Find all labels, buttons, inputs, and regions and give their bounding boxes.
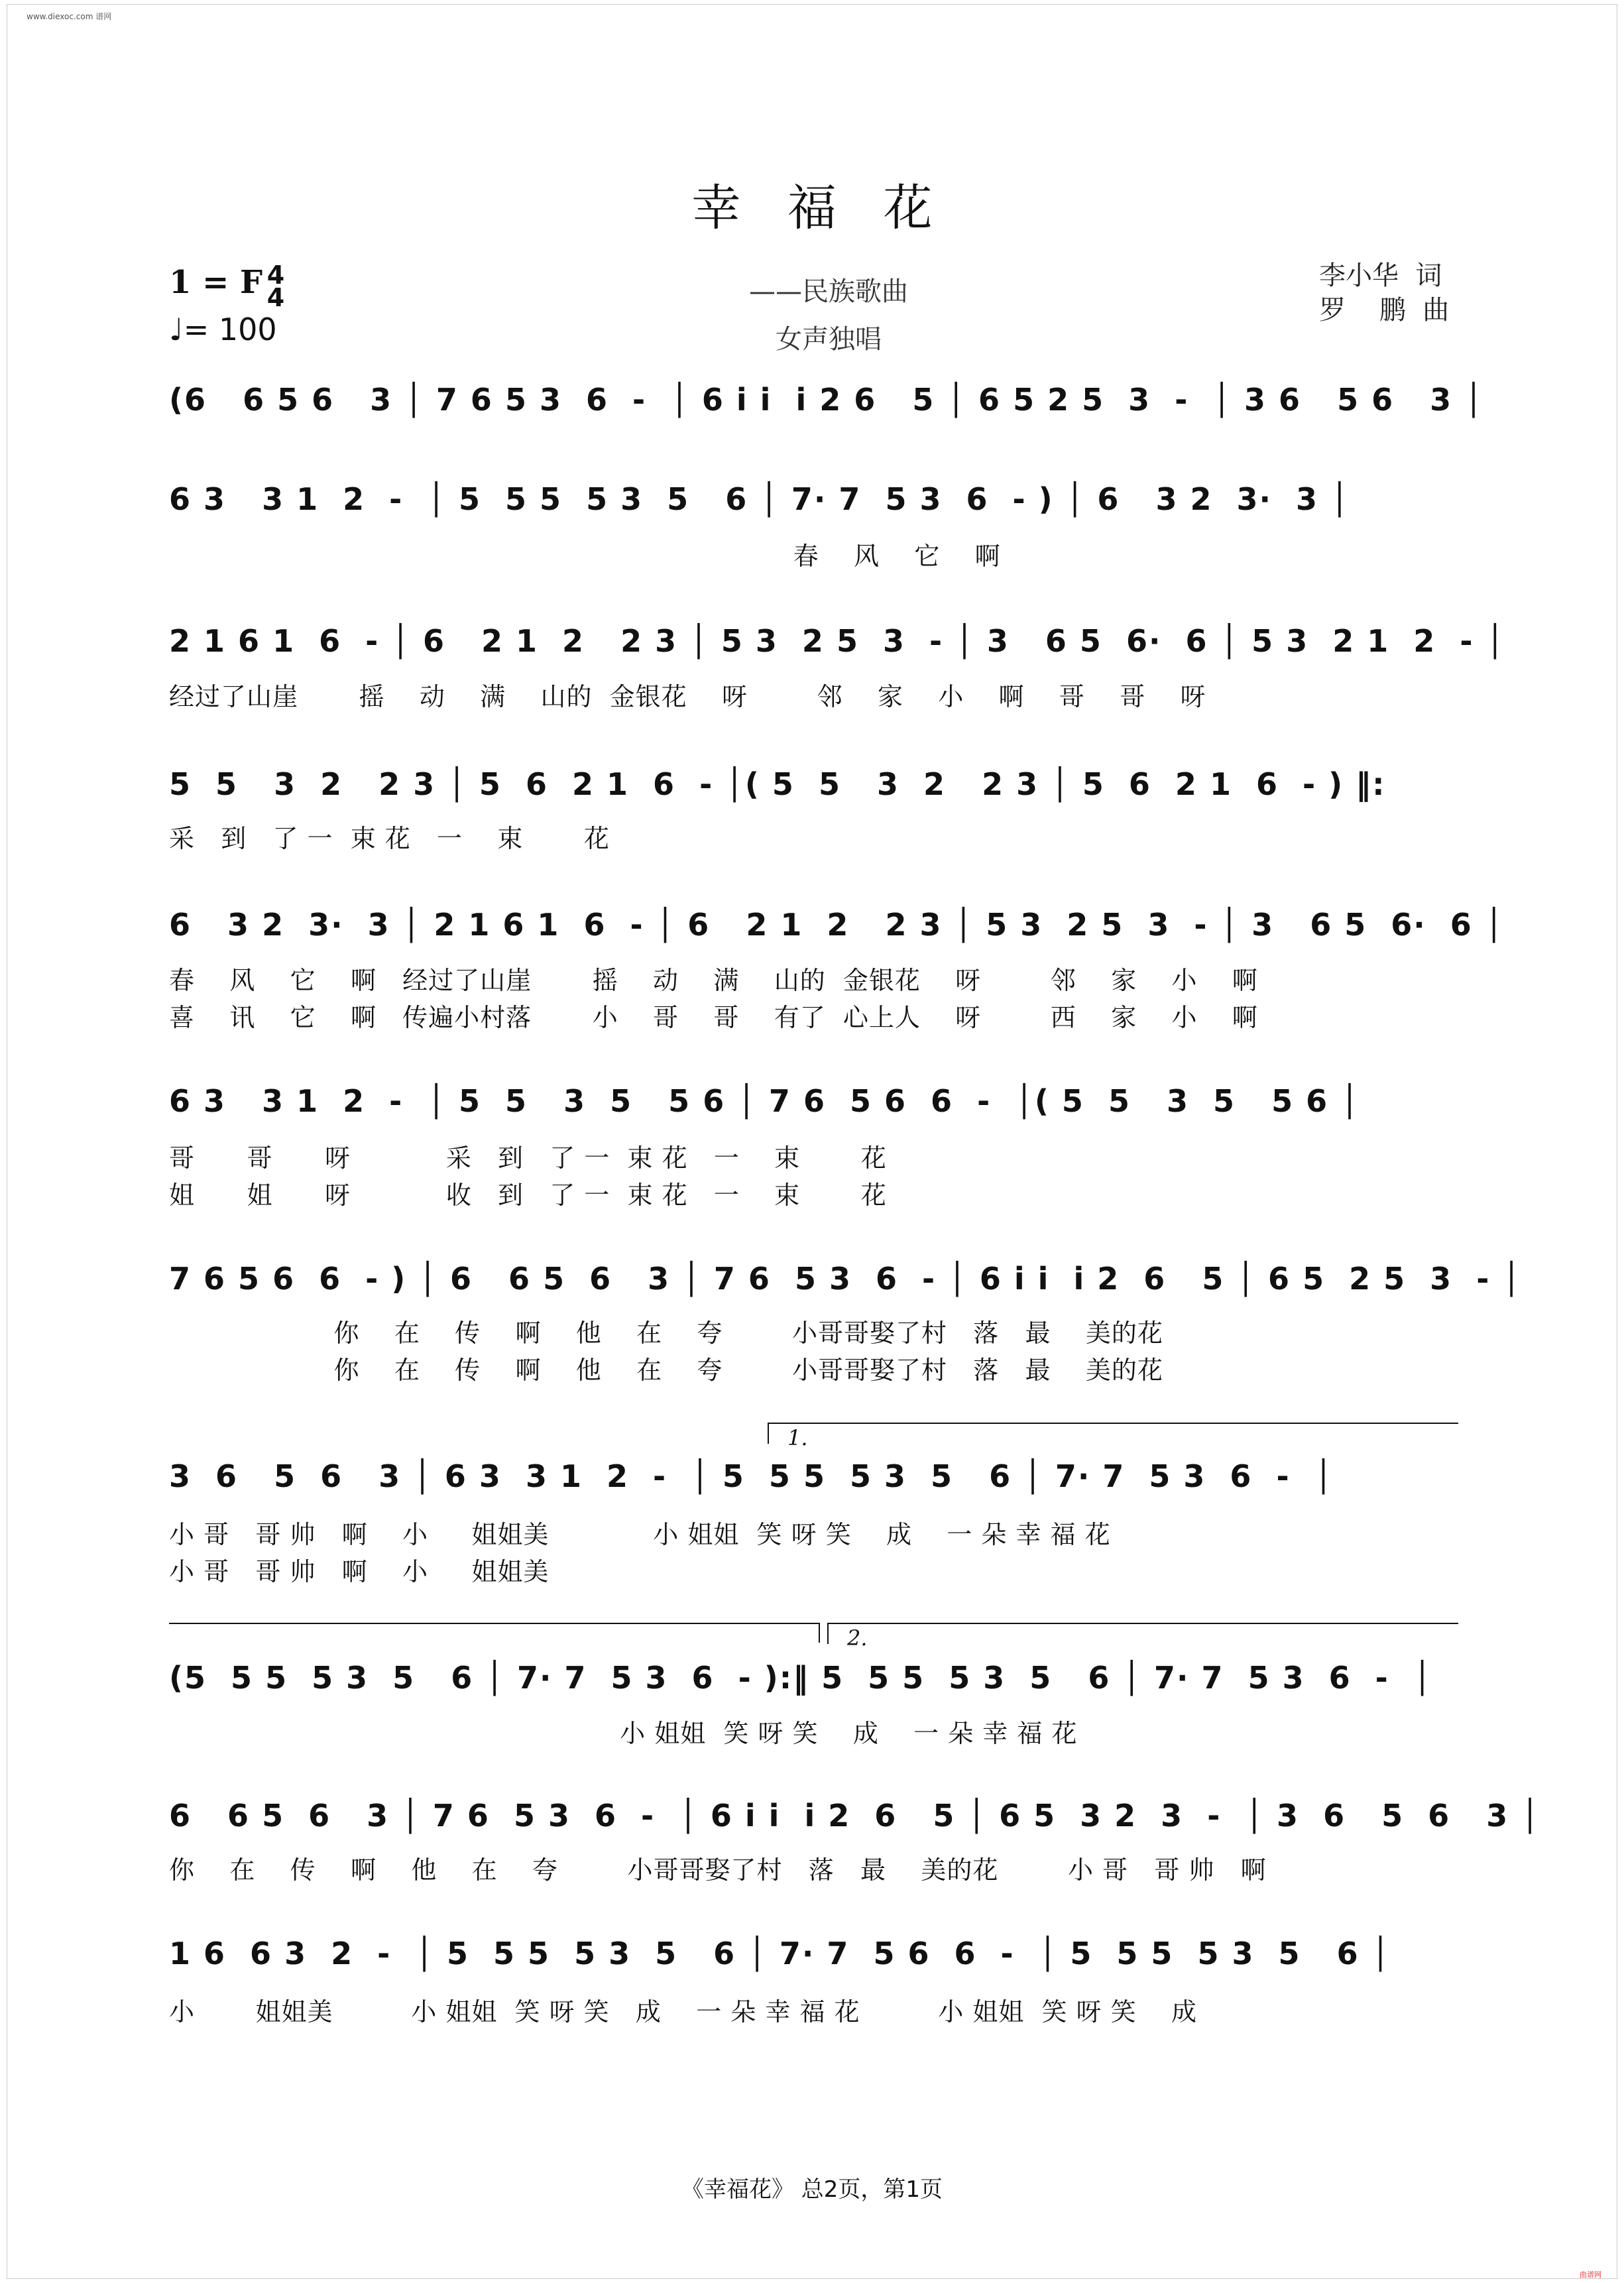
- time-signature-bottom: 4: [266, 283, 285, 312]
- key-signature: 1 = F: [169, 264, 263, 301]
- second-ending-number: 2.: [847, 1625, 868, 1651]
- score-row-7: 7 6 5 6 6 - ) │ 6 6 5 6 3 │ 7 6 5 3 6 - │ 6 i i i 2 6 5 │ 6 5 2 5 3 - │: [169, 1261, 1522, 1297]
- score-row-11: 1 6 6 3 2 - │ 5 5 5 5 3 5 6 │ 7· 7 5 6 6 - │ 5 5 5 5 3 5 6 │: [169, 1936, 1391, 1971]
- first-ending-number: 1.: [787, 1425, 808, 1450]
- lyric-row-4: 采 到 了 一 束 花 一 束 花: [169, 824, 610, 853]
- lyric-row-6-verse-2: 姐 姐 呀 收 到 了 一 束 花 一 束 花: [169, 1181, 887, 1210]
- score-row-5: 6 3 2 3· 3 │ 2 1 6 1 6 - │ 6 2 1 2 2 3 │ 5 3 2 5 3 - │ 3 6 5 6· 6 │: [169, 907, 1505, 943]
- lyric-row-5-verse-2: 喜 讯 它 啊 传遍小村落 小 哥 哥 有了 心上人 呀 西 家 小 啊: [169, 1003, 1258, 1032]
- lyric-row-10: 你 在 传 啊 他 在 夸 小哥哥娶了村 落 最 美的花 小 哥 哥 帅 啊: [169, 1855, 1267, 1885]
- first-ending-bracket: [768, 1423, 1458, 1444]
- lyricist-credit: 李小华 词: [1319, 261, 1442, 291]
- site-note: www.diexoc.com 谱网: [27, 12, 112, 21]
- subtitle: ——民族歌曲: [749, 276, 908, 307]
- corner-note: 曲谱网: [1580, 2270, 1601, 2279]
- lyric-row-9: 小 姐姐 笑 呀 笑 成 一 朵 幸 福 花: [169, 1719, 1078, 1748]
- performer: 女声独唱: [776, 324, 882, 355]
- score-row-8: 3 6 5 6 3 │ 6 3 3 1 2 - │ 5 5 5 5 3 5 6 │ 7· 7 5 3 6 - │: [169, 1458, 1334, 1494]
- lyric-row-6-verse-1: 哥 哥 呀 采 到 了 一 束 花 一 束 花: [169, 1143, 887, 1173]
- score-row-10: 6 6 5 6 3 │ 7 6 5 3 6 - │ 6 i i i 2 6 5 │ 6 5 3 2 3 - │ 3 6 5 6 3 │: [169, 1798, 1540, 1834]
- score-row-1: (6 6 5 6 3 │ 7 6 5 3 6 - │ 6 i i i 2 6 5 │ 6 5 2 5 3 - │ 3 6 5 6 3 │: [169, 382, 1484, 418]
- tempo-mark: ♩= 100: [169, 312, 277, 347]
- score-row-9: (5 5 5 5 3 5 6 │ 7· 7 5 3 6 - ):‖ 5 5 5 5 3 5 6 │ 7· 7 5 3 6 - │: [169, 1660, 1433, 1696]
- page-footer: 《幸福花》 总2页，第1页: [681, 2176, 943, 2203]
- score-row-4: 5 5 3 2 2 3 │ 5 6 2 1 6 - │( 5 5 3 2 2 3 │ 5 6 2 1 6 - ) ‖:: [169, 766, 1386, 802]
- composer-credit: 罗 鹏 曲: [1319, 295, 1450, 325]
- time-signature-top: 4: [266, 261, 285, 290]
- lyric-row-7-verse-2: 你 在 传 啊 他 在 夸 小哥哥娶了村 落 最 美的花: [169, 1356, 1163, 1385]
- lyric-row-7-verse-1: 你 在 传 啊 他 在 夸 小哥哥娶了村 落 最 美的花: [169, 1318, 1163, 1348]
- first-ending-continuation: [169, 1623, 819, 1624]
- time-signature: [264, 261, 288, 312]
- score-row-6: 6 3 3 1 2 - │ 5 5 3 5 5 6 │ 7 6 5 6 6 - │( 5 5 3 5 5 6 │: [169, 1083, 1360, 1119]
- lyric-row-2: 春 风 它 啊: [169, 542, 1001, 571]
- score-row-2: 6 3 3 1 2 - │ 5 5 5 5 3 5 6 │ 7· 7 5 3 6 - ) │ 6 3 2 3· 3 │: [169, 481, 1350, 517]
- song-title: 幸 福 花: [691, 180, 933, 237]
- lyric-row-11: 小 姐姐美 小 姐姐 笑 呀 笑 成 一 朵 幸 福 花 小 姐姐 笑 呀 笑 成: [169, 1997, 1197, 2026]
- lyric-row-8-verse-2: 小 哥 哥 帅 啊 小 姐姐美: [169, 1557, 550, 1586]
- second-ending-bracket: [827, 1623, 1458, 1644]
- lyric-row-8-verse-1: 小 哥 哥 帅 啊 小 姐姐美 小 姐姐 笑 呀 笑 成 一 朵 幸 福 花: [169, 1520, 1111, 1549]
- lyric-row-3: 经过了山崖 摇 动 满 山的 金银花 呀 邻 家 小 啊 哥 哥 呀: [169, 682, 1206, 711]
- first-ending-close: [819, 1623, 820, 1643]
- lyric-row-5-verse-1: 春 风 它 啊 经过了山崖 摇 动 满 山的 金银花 呀 邻 家 小 啊: [169, 966, 1258, 995]
- score-row-3: 2 1 6 1 6 - │ 6 2 1 2 2 3 │ 5 3 2 5 3 - │ 3 6 5 6· 6 │ 5 3 2 1 2 - │: [169, 623, 1506, 659]
